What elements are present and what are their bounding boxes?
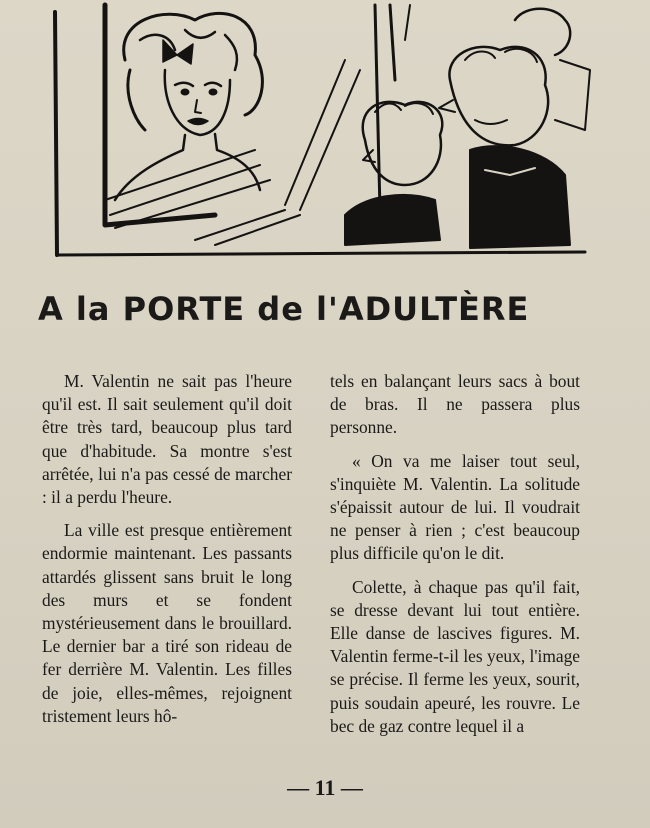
artist-signature: E. roc: [500, 220, 532, 233]
illustration: [45, 0, 605, 265]
text-column-right: [330, 370, 580, 748]
paragraph: Colette, à chaque pas qu'il fait, se dresse devant lui tout entière. Elle danse de lascives figures. M. Valentin ferme-t-il les yeux, l'image se précise. Il ferme les yeux, sourit, puis soudain apeuré, les rouvre. Le bec de gaz contre lequel il a: [330, 576, 580, 736]
chapter-title: A la PORTE de l'ADULTÈRE: [38, 290, 530, 328]
paragraph: tels en balançant leurs sacs à bout de bras. Il ne passera plus personne.: [330, 371, 580, 438]
text-column-left: [42, 370, 292, 738]
frame-line-bottom: [57, 252, 585, 255]
paragraph: La ville est presque entièrement endormie maintenant. Les passants attardés glissent sans bruit le long des murs et se fondent mystérieusement dans le brouillard. Le dernier bar a tiré son rideau de fer derrière M. Valentin. Les filles de joie, elles-mêmes, rejoignent tristement leurs hô-: [42, 520, 292, 726]
paragraph: « On va me laiser tout seul, s'inquiète M. Valentin. La solitude s'épaissit autour de lui. Il voudrait ne penser à rien ; c'est beaucoup plus difficile qu'on le dit.: [330, 450, 580, 564]
frame-line-left: [55, 12, 57, 255]
page-number: — 11 —: [287, 775, 363, 800]
paragraph: M. Valentin ne sait pas l'heure qu'il est. Il sait seulement qu'il doit être très tard, beaucoup plus tard que d'habitude. Sa montre s'est arrêtée, lui n'a pas cessé de marcher : il a perdu l'heure.: [42, 371, 292, 508]
